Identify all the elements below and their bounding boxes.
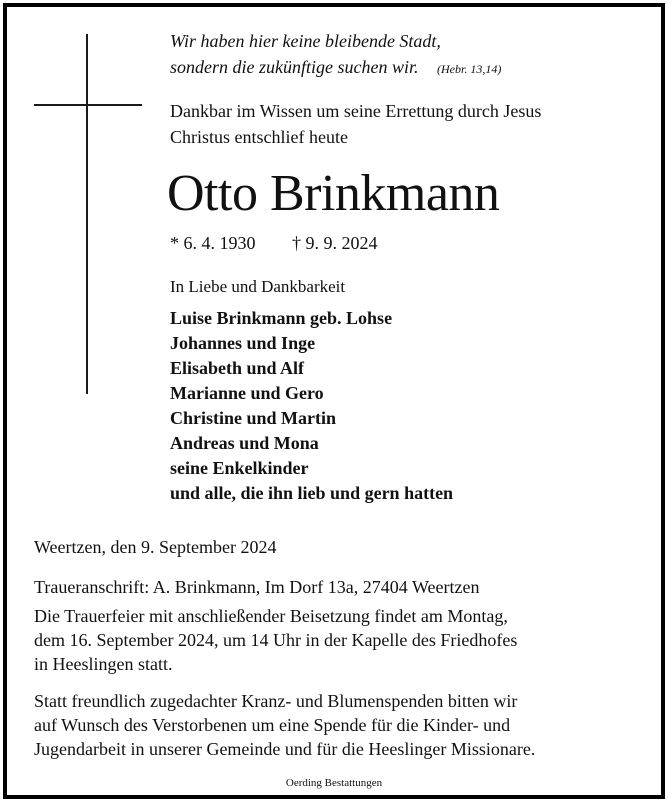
mourner-item: Johannes und Inge [170,333,316,353]
mourning-address: Traueranschrift: A. Brinkmann, Im Dorf 13a, 27404 Weertzen [34,577,480,597]
verse-reference: (Hebr. 13,14) [436,62,502,76]
verse-line-2-text: sondern die zukünftige suchen wir. [170,57,419,77]
deceased-name: Otto Brinkmann [167,165,500,222]
funeral-notice [34,604,634,676]
mourner-item: Elisabeth und Alf [170,358,305,378]
mourner-item: Christine und Martin [170,408,337,428]
funeral-line-3: in Heeslingen statt. [34,654,173,674]
undertaker-name: Oerding Bestattungen [285,777,383,789]
mourner-item: Marianne und Gero [170,383,324,403]
mourner-item: und alle, die ihn lieb und gern hatten [170,483,454,503]
cross-horizontal-bar [34,104,142,106]
verse-line-2 [170,54,501,82]
mourners-list [170,306,453,506]
mourner-item: Andreas und Mona [170,433,319,453]
life-dates [170,230,378,256]
donation-line-1: Statt freundlich zugedachter Kranz- und Blumenspenden bitten wir [34,691,518,711]
intro-line-2: Christus entschlief heute [170,127,348,147]
death-date: † 9. 9. 2024 [292,233,378,253]
funeral-line-1: Die Trauerfeier mit anschließender Beisetzung findet am Montag, [34,606,508,626]
verse-line-1: Wir haben hier keine bleibende Stadt, [170,31,441,51]
cross-vertical-bar [86,34,88,394]
intro-line-1: Dankbar im Wissen um seine Errettung durch Jesus [170,101,542,121]
donation-line-2: auf Wunsch des Verstorbenen um eine Spende für die Kinder- und [34,715,511,735]
mourner-item: Luise Brinkmann geb. Lohse [170,308,393,328]
intro-text [170,98,541,150]
donation-notice [34,689,644,761]
bible-verse [170,28,501,82]
funeral-line-2: dem 16. September 2024, um 14 Uhr in der Kapelle des Friedhofes [34,630,518,650]
place-date: Weertzen, den 9. September 2024 [34,537,277,557]
mourner-item: seine Enkelkinder [170,458,309,478]
birth-date: * 6. 4. 1930 [170,233,256,253]
donation-line-3: Jugendarbeit in unserer Gemeinde und für die Heeslinger Missionare. [34,739,536,759]
love-line: In Liebe und Dankbarkeit [170,277,346,296]
